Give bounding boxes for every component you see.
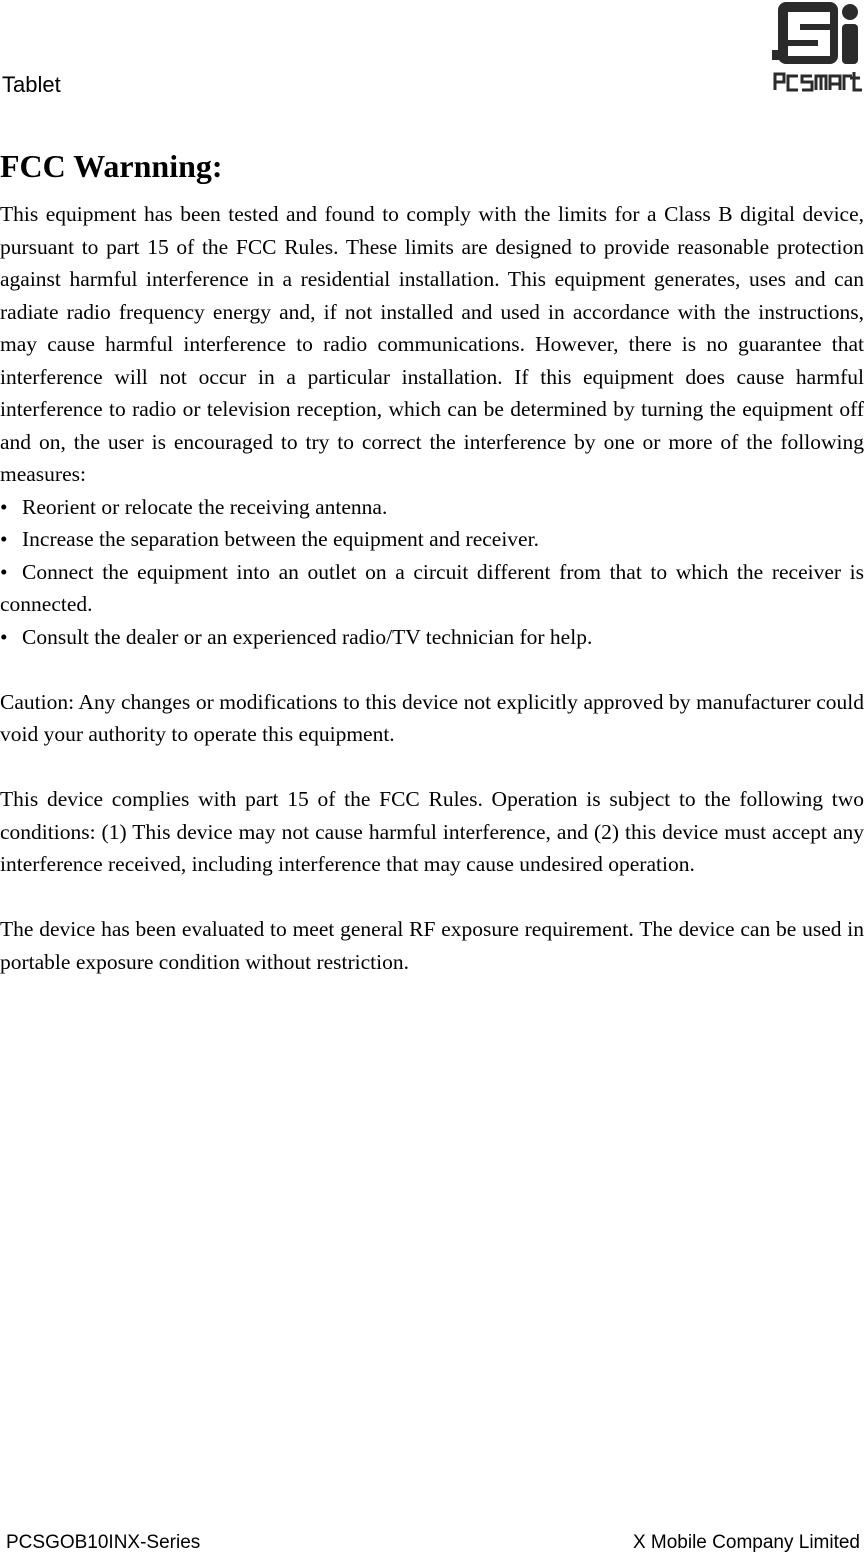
caution-paragraph: Caution: Any changes or modifications to this device not explicitly approved by manufacturer could void your authority to operate this equipment. <box>0 689 864 746</box>
list-item-text: Increase the separation between the equipment and receiver. <box>22 527 539 551</box>
footer-company: X Mobile Company Limited <box>632 1532 860 1553</box>
list-item <box>0 556 864 621</box>
footer-model: PCSGOB10INX-Series <box>6 1532 201 1553</box>
bullet-icon: • <box>0 624 8 649</box>
rf-exposure-paragraph: The device has been evaluated to meet general RF exposure requirement. The device can be used in portable exposure condition without restriction. <box>0 917 864 974</box>
list-item-text: Connect the equipment into an outlet on a circuit different from that to which the receiver is connected. <box>0 559 864 616</box>
bullet-icon: • <box>0 527 8 551</box>
list-item <box>0 621 864 654</box>
document-body <box>0 198 864 978</box>
page-title: FCC Warnning: <box>0 148 223 184</box>
list-item-text: Reorient or relocate the receiving antenna. <box>22 494 388 519</box>
header-label: Tablet <box>2 72 61 97</box>
list-item-text: Consult the dealer or an experienced radio/TV technician for help. <box>22 624 593 649</box>
pcsmart-logo-icon <box>770 0 864 98</box>
bullet-icon: • <box>0 494 8 519</box>
intro-paragraph: This equipment has been tested and found to comply with the limits for a Class B digital device, pursuant to part 15 of the FCC Rules. These limits are designed to provide reasonable protection against harmful interference in a residential installation. This equipment generates, uses and can radiate radio frequency energy and, if not installed and used in accordance with the instructions, may cause harmful interference to radio communications. However, there is no guarantee that interference will not occur in a particular installation. If this equipment does cause harmful interference to radio or television reception, which can be determined by turning the equipment off and on, the user is encouraged to try to correct the interference by one or more of the following measures: <box>0 202 864 486</box>
compliance-paragraph: This device complies with part 15 of the FCC Rules. Operation is subject to the following two conditions: (1) This device may not cause harmful interference, and (2) this device must accept any interference received, including interference that may cause undesired operation. <box>0 787 864 876</box>
spacer <box>0 751 864 784</box>
list-item <box>0 491 864 524</box>
bullet-icon: • <box>0 559 8 584</box>
list-item <box>0 523 864 556</box>
spacer <box>0 881 864 914</box>
pcsmart-logo <box>770 0 864 98</box>
spacer <box>0 653 864 686</box>
